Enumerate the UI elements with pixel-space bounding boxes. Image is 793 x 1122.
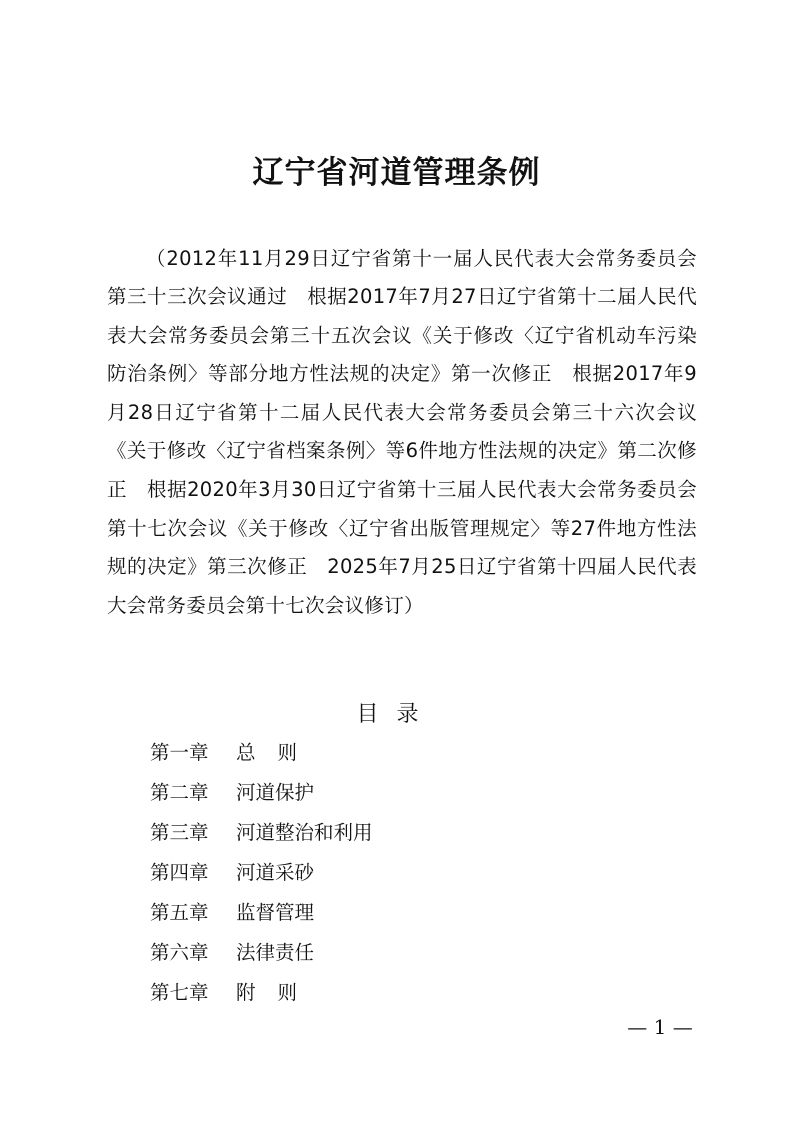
toc-item: [150, 893, 373, 933]
toc-item: [150, 773, 373, 813]
toc-chapter-name: 河道采砂: [236, 861, 315, 884]
toc-chapter-number: 第一章: [150, 741, 209, 764]
toc-chapter-number: 第三章: [150, 821, 209, 844]
toc-chapter-number: 第四章: [150, 861, 209, 884]
table-of-contents-heading: 目录: [356, 702, 437, 727]
table-of-contents: [150, 733, 373, 1013]
page-number: — 1 —: [627, 1015, 693, 1039]
toc-chapter-name: 法律责任: [236, 941, 315, 964]
toc-chapter-name: 总则: [236, 741, 320, 764]
toc-chapter-name: 监督管理: [236, 901, 315, 924]
toc-chapter-name: 河道整治和利用: [236, 821, 373, 844]
toc-chapter-number: 第六章: [150, 941, 209, 964]
toc-chapter-number: 第七章: [150, 981, 209, 1004]
toc-item: [150, 813, 373, 853]
legislative-history-preamble: （2012年11月29日辽宁省第十一届人民代表大会常务委员会第三十三次会议通过 根据2017年7月27日辽宁省第十二届人民代表大会常务委员会第三十五次会议《关于修改〈辽宁省机动车污染防治条例〉等部分地方性法规的决定》第一次修正 根据2017年9月28日辽宁省第十二届人民代表大会常务委员会第三十六次会议《关于修改〈辽宁省档案条例〉等6件地方性法规的决定》第二次修正 根据2020年3月30日辽宁省第十三届人民代表大会常务委员会第十七次会议《关于修改〈辽宁省出版管理规定〉等27件地方性法规的决定》第三次修正 2025年7月25日辽宁省第十四届人民代表大会常务委员会第十七次会议修订）: [107, 246, 697, 617]
toc-chapter-number: 第五章: [150, 901, 209, 924]
toc-item: [150, 853, 373, 893]
toc-chapter-number: 第二章: [150, 781, 209, 804]
document-title: 辽宁省河道管理条例: [252, 154, 541, 191]
toc-chapter-name: 河道保护: [236, 781, 315, 804]
toc-item: [150, 973, 373, 1013]
toc-item: [150, 733, 373, 773]
toc-item: [150, 933, 373, 973]
toc-chapter-name: 附则: [236, 981, 320, 1004]
